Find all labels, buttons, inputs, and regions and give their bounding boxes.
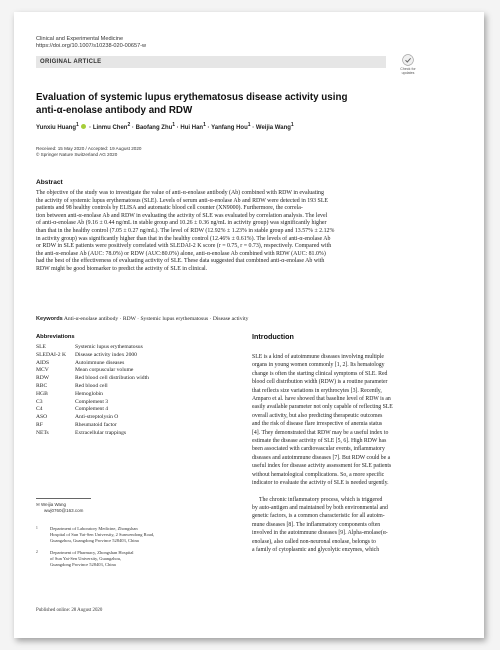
affiliation-line: Hospital of Sun Yat-Sen University, 2 Sunwendong Road, <box>50 531 155 537</box>
affiliation-line: of Sun Yat-Sen University, Guangzhou, <box>50 555 122 561</box>
abbreviation-row <box>36 360 226 368</box>
title-line-1: Evaluation of systemic lupus erythematosus disease activity using <box>36 92 348 103</box>
intro-line: been associated with cardiovascular events, inflammatory <box>252 446 385 453</box>
abbreviation-term: HGB <box>36 390 48 397</box>
affiliation-number: 2 <box>36 550 38 554</box>
received-accepted-dates: Received: 15 May 2020 / Accepted: 19 August 2020 <box>36 146 142 151</box>
abbreviation-definition: Complement 3 <box>75 398 109 405</box>
intro-line: useful index for disease activity assessment for SLE patients <box>252 463 392 470</box>
journal-header <box>36 36 146 50</box>
abbreviation-definition: Extracellular trappings <box>75 429 127 436</box>
keywords-text: Anti-α-enolase antibody · RDW · Systemic lupus erythematosus · Disease activity <box>63 316 249 322</box>
intro-line: blood cell distribution width (RDW) is a routine parameter <box>252 379 388 386</box>
check-updates-icon <box>402 54 414 66</box>
intro-line: indicator to evaluate the activity of SLE is needed urgently. <box>252 480 389 487</box>
abbreviation-term: RBC <box>36 382 48 389</box>
corresponding-email[interactable]: wwj0760@163.com <box>44 507 84 513</box>
intro-line: organs in young women commonly [1, 2]. Its hematology <box>252 362 385 369</box>
intro-line: without hematological complications. So, a more specific <box>252 471 385 478</box>
affiliation-line: Guangzhou, Guangdong Province 528403, China <box>50 537 139 543</box>
abbreviation-row <box>36 375 226 383</box>
author-affiliation-sup: 1 <box>247 122 251 128</box>
author-name[interactable]: Hui Han <box>180 125 204 131</box>
abstract-heading: Abstract <box>36 179 63 186</box>
intro-line: by auto-antigen and maintained by both environmental and <box>252 504 388 511</box>
abbreviation-term: AIDS <box>36 359 50 366</box>
abbreviation-term: RF <box>36 421 43 428</box>
intro-line: enolase), also called non-neuronal enolase, belongs to <box>252 538 376 545</box>
abbreviations-heading: Abbreviations <box>36 334 75 340</box>
orcid-icon[interactable] <box>81 124 86 129</box>
check-updates-line1: Check for <box>400 67 416 71</box>
abbreviation-definition: Hemoglobin <box>75 390 103 397</box>
abbreviation-term: ASO <box>36 414 48 421</box>
abbreviation-definition: Systemic lupus erythematosus <box>75 344 143 350</box>
author-name[interactable]: Baofang Zhu <box>135 125 173 131</box>
abstract-line: RDW might be good biomarker to predict the activity of SLE in clinical. <box>36 265 208 272</box>
author-name[interactable]: Weijia Wang <box>255 125 291 131</box>
abbreviation-term: RDW <box>36 375 50 382</box>
author-affiliation-sup: 1 <box>290 122 294 128</box>
intro-line: easily available parameter not only capable of reflecting SLE <box>252 404 393 411</box>
abstract-line: than that in the healthy control (7.05 ± 0.27 ng/mL). The level of RDW (12.92% ± 1.23% in stable group and 13.57% ± 2.12% <box>36 227 335 234</box>
author-name[interactable]: Yanfang Hou <box>211 125 248 131</box>
abstract-line: in activity group) was significantly higher than that in the healthy control (12.46% ± 0.61%). The levels of anti-α-enolase Ab <box>36 235 331 242</box>
copyright-notice: © Springer Nature Switzerland AG 2020 <box>36 152 118 157</box>
check-updates-line2: updates <box>401 71 415 76</box>
abbreviation-term: SLEDAI-2 K <box>36 351 66 358</box>
paragraph-gap <box>252 488 445 496</box>
abbreviation-row <box>36 352 226 360</box>
abstract-body <box>36 190 438 274</box>
abbreviation-definition: Red blood cell <box>75 382 108 389</box>
abbreviation-definition: Anti-streptolysin O <box>75 414 119 421</box>
keywords-line <box>36 316 438 322</box>
author-name[interactable]: Yunxiu Huang <box>36 125 77 131</box>
intro-line: mune diseases [8]. The inflammatory components often <box>252 521 381 528</box>
abstract-line: of anti-α-enolase Ab (9.16 ± 0.44 ng/mL in stable group and 10.26 ± 0.36 ng/mL in activity group) was significantly higher <box>36 220 327 227</box>
abbreviation-definition: Disease activity index 2000 <box>75 351 137 358</box>
check-for-updates-badge[interactable] <box>394 54 422 75</box>
abbreviation-definition: Autoimmune diseases <box>75 359 125 366</box>
intro-line: overall activity, but also predicting therapeutic outcomes <box>252 412 383 419</box>
author-affiliation-sup: 1 <box>76 122 79 128</box>
affiliation-1 <box>36 526 236 543</box>
abbreviation-row <box>36 391 226 399</box>
correspondence <box>36 502 83 514</box>
affiliation-line: Department of Pharmacy, Zhongshan Hospital <box>50 550 134 555</box>
author-list: Yunxiu Huang$^1$ · Linmu Chen$^2$ · Baofang Zhu$^1$ · Hui Han$^1$ · Yanfang Hou$^1$ · Weijia Wang$^1$ <box>36 122 294 131</box>
title-line-2: anti-α-enolase antibody and RDW <box>36 104 193 116</box>
corresponding-author: ✉ Weijia Wang <box>36 502 67 507</box>
affiliation-2 <box>36 550 236 567</box>
intro-line: change is often the starting clinical symptoms of SLE. Red <box>252 370 388 377</box>
introduction-heading: Introduction <box>252 332 294 341</box>
intro-line: that reflects size variations in erythrocytes [3]. Recently, <box>252 387 382 394</box>
intro-line: diseases and autoimmune diseases [7]. But RDW could be a <box>252 454 391 461</box>
affiliation-line: Department of Laboratory Medicine, Zhongshan <box>50 526 138 531</box>
abstract-line: or RDW in SLE patients were positively correlated with SLEDAI-2 K score (r = 0.75, r = 0.73), respectively. Compared with <box>36 243 332 250</box>
intro-line: involved in the autoimmune diseases [9]. Alpha-enolase(α- <box>252 530 388 537</box>
abbreviation-row <box>36 406 226 414</box>
intro-line: [4]. They demonstrated that RDW may be a useful index to <box>252 429 389 436</box>
abbreviation-row <box>36 383 226 391</box>
abbreviation-definition: Rheumatoid factor <box>75 421 117 428</box>
article-page <box>14 12 484 638</box>
intro-line: a family of cytoplasmic and glycolytic enzymes, which <box>252 546 380 553</box>
abbreviation-definition: Red blood cell distribution width <box>75 375 149 382</box>
abbreviation-row <box>36 399 226 407</box>
intro-line: SLE is a kind of autoimmune diseases involving multiple <box>252 354 384 360</box>
affiliation-line: Guangdong Province 528403, China <box>50 561 116 567</box>
abbreviation-term: C3 <box>36 398 43 405</box>
abbreviation-term: MCV <box>36 367 49 374</box>
intro-line: and the risk of disease flare irrespective of anemia status <box>252 421 383 428</box>
footnote-divider <box>36 498 91 499</box>
abbreviation-definition: Mean corpuscular volume <box>75 367 134 374</box>
author-affiliation-sup: 1 <box>203 122 206 128</box>
doi-link[interactable]: https://doi.org/10.1007/s10238-020-00657-w <box>36 43 147 49</box>
abstract-line: the activity of systemic lupus erythematosus (SLE). Levels of serum anti-α-enolase Ab and RDW were detected in 193 SLE <box>36 197 329 204</box>
abbreviation-row <box>36 344 226 352</box>
author-affiliation-sup: 2 <box>127 122 131 128</box>
affiliation-number: 1 <box>36 526 38 530</box>
abstract-line: tion between anti-α-enolase Ab and RDW in evaluating the activity of SLE was evaluated by correlation analysis. The level <box>36 212 328 219</box>
article-dates <box>36 146 141 158</box>
article-title <box>36 92 416 117</box>
abstract-line: the anti-α-enolase Ab (AUC: 78.0%) or RDW (AUC:80.0%) alone, anti-α-enolase Ab combined with RDW (AUC: 81.0%) <box>36 250 326 257</box>
author-affiliation-sup: 1 <box>172 122 176 128</box>
abbreviation-term: C4 <box>36 406 43 413</box>
intro-line: Amparo et al. have showed that baseline level of RDW is an <box>252 396 391 403</box>
intro-line: genetic factors, is a common characteristic for all autoim- <box>252 513 385 520</box>
journal-name: Clinical and Experimental Medicine <box>36 36 124 42</box>
abstract-line: The objective of the study was to investigate the value of anti-α-enolase antibody (Ab) combined with RDW in evaluating <box>36 190 324 196</box>
abstract-line: had the best of the effectiveness of evaluating activity of SLE. These data suggested that combined anti-α-enolase Ab with <box>36 258 325 265</box>
introduction-body <box>252 353 445 554</box>
intro-line: estimate the disease activity of SLE [5, 6]. High RDW has <box>252 438 387 445</box>
abbreviation-row <box>36 367 226 375</box>
abbreviations-list <box>36 344 226 438</box>
article-type-banner: ORIGINAL ARTICLE <box>36 56 386 68</box>
abbreviation-row <box>36 430 226 438</box>
abbreviation-term: NETs <box>36 429 49 436</box>
published-online-date: Published online: 28 August 2020 <box>36 608 103 613</box>
abbreviation-definition: Complement 4 <box>75 406 109 413</box>
intro-line: The chronic inflammatory process, which is triggered <box>259 496 383 503</box>
abbreviation-term: SLE <box>36 344 46 350</box>
keywords-label: Keywords <box>36 316 63 322</box>
author-name[interactable]: Linmu Chen <box>92 125 128 131</box>
abbreviation-row <box>36 422 226 430</box>
abstract-line: patients and 98 healthy controls by ELISA and automatic blood cell counter (XN9000). Furthermore, the correla- <box>36 205 303 212</box>
abbreviation-row <box>36 414 226 422</box>
